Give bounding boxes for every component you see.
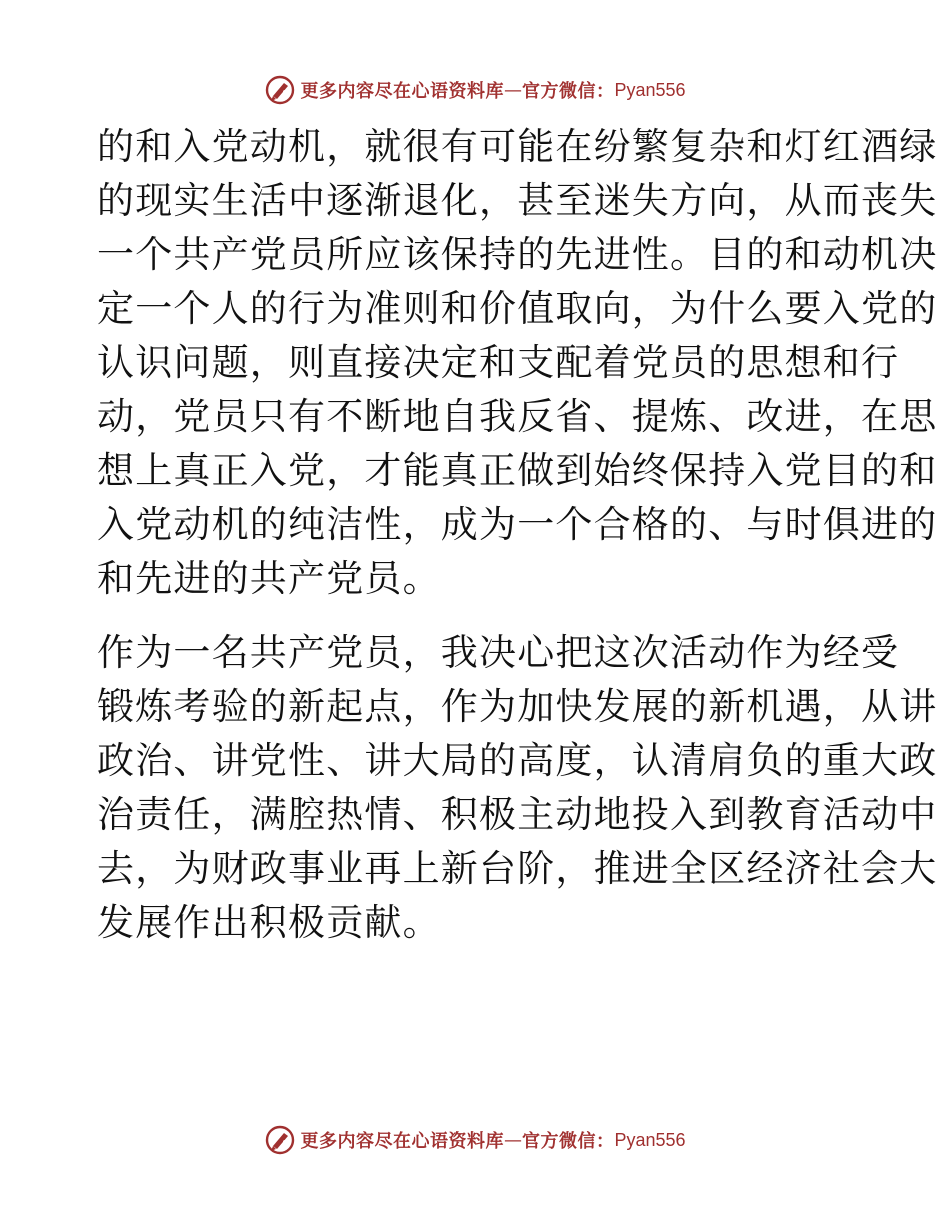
banner-separator: —: [503, 79, 522, 101]
text-line: 动，党员只有不断地自我反省、提炼、改进，在思: [97, 395, 938, 438]
text-line: 定一个人的行为准则和价值取向，为什么要入党的: [97, 287, 938, 330]
banner-wechat-id: Pyan556: [614, 1129, 686, 1150]
text-line: 认识问题，则直接决定和支配着党员的思想和行: [97, 341, 900, 384]
paragraph-2: [97, 626, 938, 950]
pen-logo-icon: [264, 74, 296, 106]
document-body: [97, 120, 938, 950]
paragraph-1: [97, 120, 938, 606]
footer-banner: [0, 1120, 950, 1160]
text-line: 的和入党动机，就很有可能在纷繁复杂和灯红酒绿: [97, 125, 938, 168]
text-line: 作为一名共产党员，我决心把这次活动作为经受: [97, 631, 900, 674]
pen-logo-icon: [264, 1124, 296, 1156]
banner-wechat-id: Pyan556: [614, 79, 686, 100]
header-banner: [0, 70, 950, 110]
text-line: 一个共产党员所应该保持的先进性。目的和动机决: [97, 233, 938, 276]
text-line: 治责任，满腔热情、积极主动地投入到教育活动中: [97, 793, 938, 836]
text-line: 入党动机的纯洁性，成为一个合格的、与时俱进的: [97, 503, 938, 546]
banner-official-label: 官方微信：: [521, 81, 615, 102]
banner-text: 更多内容尽在心语资料库: [300, 1131, 504, 1152]
text-line: 发展作出积极贡献。: [97, 901, 441, 944]
text-line: 想上真正入党，才能真正做到始终保持入党目的和: [97, 449, 938, 492]
text-line: 锻炼考验的新起点，作为加快发展的新机遇，从讲: [97, 685, 938, 728]
banner-official-label: 官方微信：: [521, 1131, 615, 1152]
text-line: 政治、讲党性、讲大局的高度，认清肩负的重大政: [97, 739, 938, 782]
text-line: 和先进的共产党员。: [97, 557, 441, 600]
text-line: 去，为财政事业再上新台阶，推进全区经济社会大: [97, 847, 938, 890]
text-line: 的现实生活中逐渐退化，甚至迷失方向，从而丧失: [97, 179, 938, 222]
banner-separator: —: [503, 1129, 522, 1151]
banner-text: 更多内容尽在心语资料库: [300, 81, 504, 102]
